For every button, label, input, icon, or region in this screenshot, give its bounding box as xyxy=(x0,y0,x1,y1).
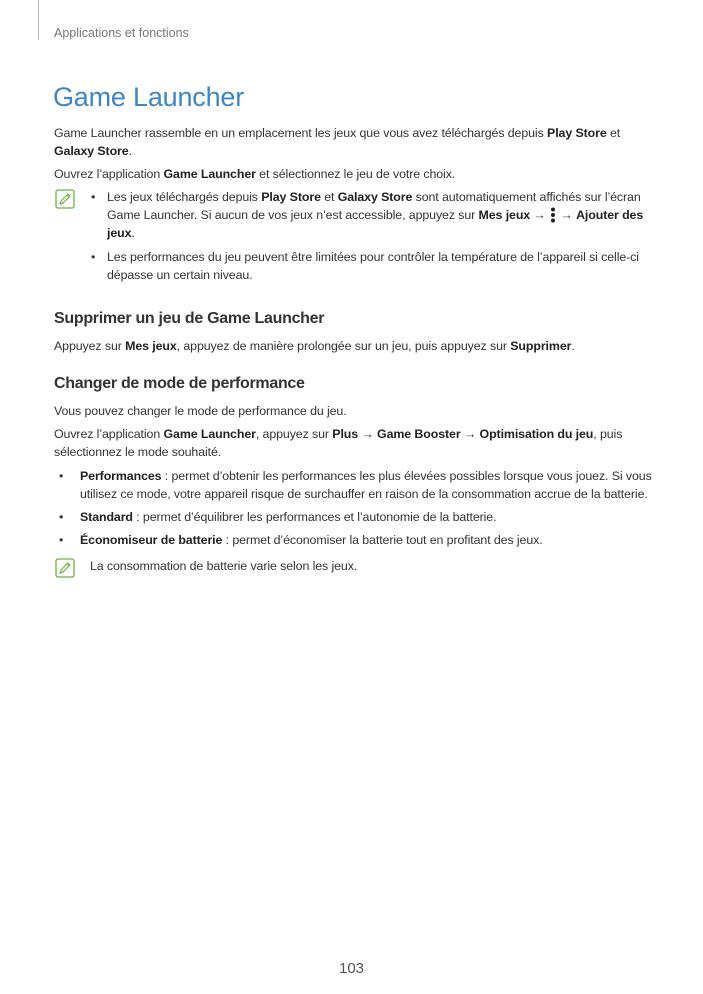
more-options-icon xyxy=(549,207,557,223)
performance-mode-item: • Économiseur de batterie : permet d’économiser la batterie tout en profitant des jeux. xyxy=(54,531,654,549)
page-content xyxy=(54,124,654,575)
note-item: • Les jeux téléchargés depuis Play Store et Galaxy Store sont automatiquement affichés sur l’écran Game Launcher. Si aucun de vos jeux n’est accessible, appuyez sur Mes jeux → → Ajouter des jeux. xyxy=(90,188,654,242)
performance-paragraph-1: Vous pouvez changer le mode de performance du jeu. xyxy=(54,404,347,418)
galaxy-store-term: Galaxy Store xyxy=(54,144,129,158)
intro-paragraph-2: Ouvrez l’application Game Launcher et sélectionnez le jeu de votre choix. xyxy=(54,167,456,181)
performance-mode-item: • Performances : permet d’obtenir les performances les plus élevées possibles lorsque vous jouez. Si vous utilisez ce mode, votre appareil risque de surchauffer en raison de la consommation accrue de la batterie. xyxy=(54,467,654,503)
page-number: 103 xyxy=(338,960,365,977)
note-icon xyxy=(55,558,75,578)
note-block-battery xyxy=(54,557,654,575)
mes-jeux-term: Mes jeux xyxy=(478,208,531,222)
page-title: Game Launcher xyxy=(53,82,245,112)
intro-paragraph-1: Game Launcher rassemble en un emplacement les jeux que vous avez téléchargés depuis Play Store et Galaxy Store. xyxy=(54,126,621,158)
section-heading-remove-game: Supprimer un jeu de Game Launcher xyxy=(54,310,325,327)
note-icon xyxy=(55,189,75,209)
note-item: • Les performances du jeu peuvent être limitées pour contrôler la température de l’appareil si celle-ci dépasse un certain niveau. xyxy=(90,248,654,284)
remove-game-paragraph: Appuyez sur Mes jeux, appuyez de manière prolongée sur un jeu, puis appuyez sur Supprimer. xyxy=(54,339,575,353)
performance-mode-list xyxy=(54,467,654,549)
game-launcher-term: Game Launcher xyxy=(163,167,256,181)
play-store-term: Play Store xyxy=(547,126,607,140)
note-block xyxy=(54,188,654,284)
section-label: Applications et fonctions xyxy=(54,26,189,40)
note-text: La consommation de batterie varie selon les jeux. xyxy=(90,559,358,573)
add-games-term: Ajouter des jeux xyxy=(107,208,644,240)
performance-mode-item: • Standard : permet d’équilibrer les performances et l’autonomie de la batterie. xyxy=(54,508,654,526)
margin-rule xyxy=(38,0,39,40)
note-list xyxy=(90,188,654,284)
performance-paragraph-2: Ouvrez l’application Game Launcher, appuyez sur Plus → Game Booster → Optimisation du jeu, puis sélectionnez le mode souhaité. xyxy=(54,427,623,459)
section-heading-performance-mode: Changer de mode de performance xyxy=(54,375,305,392)
